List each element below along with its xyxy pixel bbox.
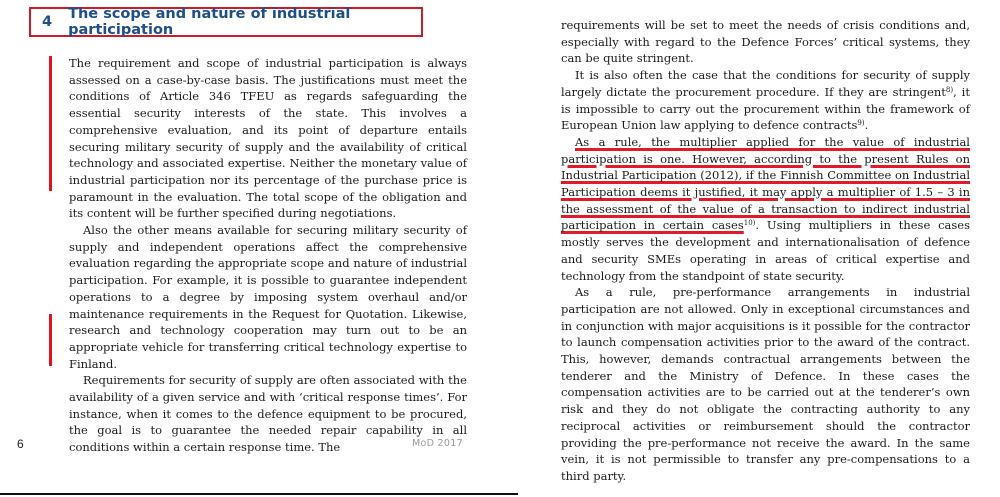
bottom-rule (0, 493, 518, 495)
footer-label: MoD 2017 (412, 438, 463, 449)
paragraph-pre-performance: As a rule, pre-performance arrangements in industrial participation are not allowed. Only in exceptional circumstances and in conjunction with major acquisitions is it possible for the contractor to launch compensation activities prior to the award of the contract. This, however, demands contractual arrangements between the tenderer and the Ministry of Defence. In these cases the compensation activities are to be carried out at the tenderer’s own risk and they do not obligate the contracting authority to any reciprocal activities or reimbursement should the contractor providing the pre-performance not receive the award. In the same vein, it is not permissible to transfer any pre-compensations to a third party. (561, 285, 970, 483)
footnote-ref-10: 10) (743, 219, 756, 228)
left-text-column (69, 55, 467, 456)
paragraph-3: Requirements for security of supply are often associated with the availability of a given service and with ‘critical response times’. For instance, when it comes to the defence equipment to be procured, the goal is to guarantee the needed repair capability in all conditions within a certain response time. The (69, 373, 467, 455)
paragraph-continued: requirements will be set to meet the needs of crisis conditions and, especially with regard to the Defence Forces’ critical systems, they can be quite stringent. (561, 18, 970, 66)
footnote-ref-9: 9) (857, 119, 865, 128)
paragraph-1: The requirement and scope of industrial participation is always assessed on a case-by-case basis. The justifications must meet the conditions of Article 346 TFEU as regards safeguarding the essential security interests of the state. This involves a comprehensive evaluation, and its point of departure entails securing military security of supply and the availability of critical technology and associated expertise. Neither the monetary value of industrial participation nor its percentage of the purchase price is paramount in the evaluation. The total scope of the obligation and its content will be further specified during negotiations. (69, 56, 467, 221)
right-page (535, 0, 1000, 497)
procurement-text-c: . (864, 118, 869, 133)
margin-mark-2 (49, 314, 52, 366)
procurement-text-a: It is also often the case that the conditions for security of supply largely dictate the procurement procedure. If they are stringent (561, 68, 970, 99)
multiplier-text-rest: . Using multipliers in these cases mostly serves the development and internationalisation of defence and security SMEs operating in areas of critical expertise and technology from the standpoint of state security. (561, 218, 970, 283)
paragraph-procurement (561, 67, 970, 134)
right-text-column (561, 17, 970, 485)
paragraph-2: Also the other means available for securing military security of supply and independent operations affect the comprehensive evaluation regarding the appropriate scope and nature of industrial participation. For example, it is possible to guarantee independent operations to a degree by imposing system overhaul and/or maintenance requirements in the Request for Quotation. Likewise, research and technology cooperation may turn out to be an appropriate vehicle for transferring critical technology expertise to Finland. (69, 223, 467, 371)
footnote-ref-8: 8) (945, 85, 954, 94)
highlighted-passage: As a rule, the multiplier applied for the value of industrial participation is one. However, according to the present Rules on Industrial Participation (2012), if the Finnish Committee on Industrial Participation deems it justified, it may apply a multiplier of 1.5 – 3 in the assessment of the value of a transaction to indirect industrial participation in certain cases (561, 134, 970, 233)
page-number: 6 (17, 437, 24, 451)
paragraph-multiplier (561, 134, 970, 284)
margin-mark-1 (49, 56, 52, 191)
section-title: The scope and nature of industrial participation (68, 6, 351, 38)
procurement-text-b: , it is impossible to carry out the procurement within the framework of European Union law applying to defence contracts (561, 84, 970, 133)
section-heading-box (29, 7, 423, 37)
section-number: 4 (42, 14, 53, 30)
